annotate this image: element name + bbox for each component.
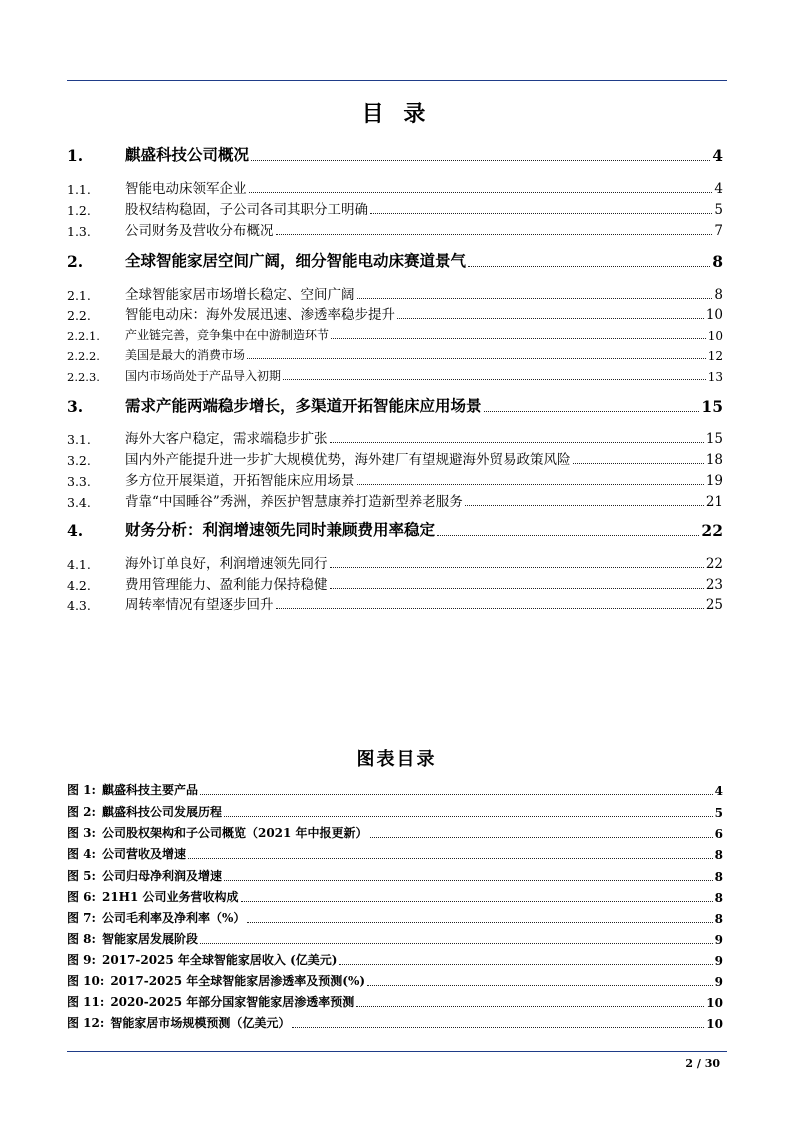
toc-entry-page: 25: [705, 597, 723, 613]
figure-entry-text: 公司营收及增速: [101, 847, 186, 861]
figure-entry-page: 9: [714, 954, 723, 968]
figure-entry-number: 图 3:: [67, 826, 96, 840]
page-indicator: 2 / 30: [685, 1057, 720, 1070]
toc-entry-text: 周转率情况有望逐步回升: [125, 597, 274, 613]
toc-entry-page: 12: [707, 349, 723, 363]
dot-leader: [357, 298, 713, 299]
figure-entry-page: 9: [714, 975, 723, 989]
toc-entry-2-2-1[interactable]: [67, 323, 723, 343]
figure-entry-text: 21H1 公司业务营收构成: [101, 890, 239, 904]
toc-entry-page: 15: [705, 431, 723, 447]
toc-entry-1-3[interactable]: [67, 219, 723, 239]
toc-entry-page: 13: [707, 370, 723, 384]
toc-entry-3[interactable]: [67, 396, 723, 416]
figure-entry-text: 2017-2025 年全球智能家居收入 (亿美元): [101, 953, 338, 967]
dot-leader: [397, 318, 704, 319]
figure-entry-number: 图 1:: [67, 783, 96, 797]
toc-entry-2-2-2[interactable]: [67, 343, 723, 363]
dot-leader: [200, 794, 713, 795]
figure-entry-11[interactable]: [67, 992, 723, 1010]
figure-entry-page: 8: [714, 848, 723, 862]
figure-entry-page: 8: [714, 912, 723, 926]
figure-entry-text: 智能家居市场规模预测（亿美元）: [110, 1016, 291, 1030]
dot-leader: [339, 964, 712, 965]
toc-entry-text: 海外大客户稳定，需求端稳步扩张: [125, 431, 328, 447]
figure-entry-page: 10: [706, 996, 723, 1010]
header-rule: [67, 80, 727, 81]
toc-entry-3-4[interactable]: [67, 490, 723, 510]
toc-entry-number: 4.2.: [67, 578, 91, 593]
toc-entry-page: 4: [712, 146, 723, 165]
toc-entry-text: 费用管理能力、盈利能力保持稳健: [125, 577, 328, 593]
figure-entry-2[interactable]: [67, 802, 723, 820]
toc-entry-number: 2.2.1.: [67, 329, 100, 343]
dot-leader: [200, 943, 713, 944]
toc-entry-page: 15: [701, 397, 723, 416]
toc-entry-page: 21: [705, 494, 723, 510]
toc-entry-page: 10: [705, 307, 723, 323]
figure-entry-12[interactable]: [67, 1013, 723, 1031]
toc-entry-3-1[interactable]: [67, 427, 723, 447]
toc-entry-number: 4.: [67, 521, 84, 540]
dot-leader: [484, 411, 700, 412]
figure-entry-page: 9: [714, 933, 723, 947]
toc-entry-page: 4: [714, 181, 723, 197]
dot-leader: [573, 463, 704, 464]
toc-entry-1-2[interactable]: [67, 198, 723, 218]
toc-entry-number: 4.1.: [67, 557, 91, 572]
toc-entry-4-1[interactable]: [67, 552, 723, 572]
dot-leader: [276, 234, 713, 235]
dot-leader: [437, 535, 699, 536]
figure-entry-8[interactable]: [67, 929, 723, 947]
figure-entry-page: 10: [706, 1017, 723, 1031]
dot-leader: [330, 588, 704, 589]
figure-entry-6[interactable]: [67, 887, 723, 905]
figure-entry-number: 图 11:: [67, 995, 105, 1009]
figure-entry-text: 公司股权架构和子公司概览（2021 年中报更新）: [101, 826, 368, 840]
toc-entry-text: 美国是最大的消费市场: [125, 348, 246, 362]
toc-entry-number: 3.4.: [67, 495, 91, 510]
toc-entry-2-1[interactable]: [67, 283, 723, 303]
figure-entry-text: 智能家居发展阶段: [101, 932, 198, 946]
dot-leader: [251, 160, 710, 161]
figure-entry-number: 图 8:: [67, 932, 96, 946]
toc-entry-number: 2.: [67, 252, 84, 271]
figure-entry-9[interactable]: [67, 950, 723, 968]
figure-entry-number: 图 2:: [67, 805, 96, 819]
dot-leader: [330, 567, 704, 568]
toc-entry-text: 公司财务及营收分布概况: [125, 223, 274, 239]
toc-entry-text: 海外订单良好，利润增速领先同行: [125, 556, 328, 572]
dot-leader: [330, 442, 704, 443]
toc-entry-1[interactable]: [67, 145, 723, 165]
toc-entry-4[interactable]: [67, 520, 723, 540]
figure-entry-4[interactable]: [67, 844, 723, 862]
toc-entry-number: 2.2.: [67, 308, 91, 323]
toc-entry-number: 3.3.: [67, 474, 91, 489]
toc-entry-page: 7: [714, 223, 723, 239]
toc-entry-page: 10: [707, 329, 723, 343]
toc-entry-text: 财务分析：利润增速领先同时兼顾费用率稳定: [125, 520, 436, 539]
dot-leader: [331, 338, 706, 339]
figure-entry-number: 图 5:: [67, 869, 96, 883]
toc-entry-text: 国内市场尚处于产品导入初期: [125, 369, 282, 383]
toc-entry-number: 3.2.: [67, 453, 91, 468]
toc-entry-text: 麒盛科技公司概况: [125, 145, 250, 164]
toc-entry-3-2[interactable]: [67, 448, 723, 468]
toc-entry-text: 多方位开展渠道，开拓智能床应用场景: [125, 473, 355, 489]
dot-leader: [370, 213, 712, 214]
figure-entry-page: 8: [714, 870, 723, 884]
toc-entry-2-2[interactable]: [67, 303, 723, 323]
dot-leader: [247, 358, 706, 359]
toc-entry-number: 2.2.3.: [67, 370, 100, 384]
figure-entry-number: 图 6:: [67, 890, 96, 904]
figure-entry-number: 图 7:: [67, 911, 96, 925]
figure-entry-3[interactable]: [67, 823, 723, 841]
toc-entry-page: 22: [705, 556, 723, 572]
toc-entry-3-3[interactable]: [67, 469, 723, 489]
toc-entry-page: 23: [705, 577, 723, 593]
figure-entry-text: 2020-2025 年部分国家智能家居渗透率预测: [110, 995, 355, 1009]
figure-entry-page: 8: [714, 891, 723, 905]
dot-leader: [224, 880, 713, 881]
toc-entry-number: 1.: [67, 146, 84, 165]
toc-entry-1-1[interactable]: [67, 177, 723, 197]
dot-leader: [465, 505, 704, 506]
toc-entry-page: 19: [705, 473, 723, 489]
toc-entry-text: 智能电动床：海外发展迅速、渗透率稳步提升: [125, 307, 395, 323]
toc-entry-number: 3.1.: [67, 432, 91, 447]
toc-entry-number: 2.2.2.: [67, 349, 100, 363]
figure-entry-page: 5: [714, 806, 723, 820]
dot-leader: [356, 1006, 704, 1007]
figure-entry-text: 2017-2025 年全球智能家居渗透率及预测(%): [110, 974, 366, 988]
dot-leader: [367, 985, 713, 986]
toc-entry-number: 4.3.: [67, 598, 91, 613]
footer-rule: [67, 1051, 727, 1052]
dot-leader: [292, 1027, 704, 1028]
dot-leader: [283, 379, 706, 380]
figure-entry-1[interactable]: [67, 780, 723, 798]
toc-entry-page: 18: [705, 452, 723, 468]
toc-entry-text: 智能电动床领军企业: [125, 181, 247, 197]
toc-entry-4-2[interactable]: [67, 573, 723, 593]
dot-leader: [249, 192, 713, 193]
dot-leader: [370, 837, 713, 838]
figure-entry-7[interactable]: [67, 908, 723, 926]
toc-entry-number: 1.1.: [67, 182, 91, 197]
dot-leader: [276, 608, 704, 609]
toc-entry-2[interactable]: [67, 251, 723, 271]
toc-title: 目 录: [361, 101, 432, 127]
toc-entry-text: 全球智能家居市场增长稳定、空间广阔: [125, 287, 355, 303]
dot-leader: [357, 484, 704, 485]
figure-entry-number: 图 9:: [67, 953, 96, 967]
toc-entry-4-3[interactable]: [67, 593, 723, 613]
figure-entry-number: 图 4:: [67, 847, 96, 861]
toc-entry-number: 3.: [67, 397, 84, 416]
figure-entry-text: 公司毛利率及净利率（%）: [101, 911, 246, 925]
figure-entry-10[interactable]: [67, 971, 723, 989]
figure-entry-number: 图 10:: [67, 974, 105, 988]
figure-entry-page: 4: [714, 784, 723, 798]
toc-entry-number: 1.2.: [67, 203, 91, 218]
toc-entry-number: 1.3.: [67, 224, 91, 239]
toc-entry-text: 股权结构稳固，子公司各司其职分工明确: [125, 202, 368, 218]
toc-entry-text: 全球智能家居空间广阔，细分智能电动床赛道景气: [125, 251, 467, 270]
toc-entry-page: 8: [712, 252, 723, 271]
toc-entry-number: 2.1.: [67, 288, 91, 303]
figure-entry-number: 图 12:: [67, 1016, 105, 1030]
figure-entry-text: 麒盛科技主要产品: [101, 783, 198, 797]
toc-entry-text: 国内外产能提升进一步扩大规模优势，海外建厂有望规避海外贸易政策风险: [125, 452, 571, 468]
figure-entry-5[interactable]: [67, 866, 723, 884]
figure-entry-text: 麒盛科技公司发展历程: [101, 805, 222, 819]
toc-entry-text: 背靠“中国睡谷”秀洲，养医护智慧康养打造新型养老服务: [125, 494, 463, 510]
dot-leader: [468, 266, 710, 267]
toc-entry-page: 22: [701, 521, 723, 540]
dot-leader: [247, 922, 712, 923]
dot-leader: [241, 901, 713, 902]
figure-list-title: 图表目录: [356, 749, 437, 770]
toc-entry-text: 产业链完善，竞争集中在中游制造环节: [125, 328, 330, 342]
dot-leader: [224, 816, 713, 817]
figure-entry-text: 公司归母净利润及增速: [101, 869, 222, 883]
toc-entry-page: 8: [714, 287, 723, 303]
figure-entry-page: 6: [714, 827, 723, 841]
toc-entry-text: 需求产能两端稳步增长，多渠道开拓智能床应用场景: [125, 396, 482, 415]
toc-entry-page: 5: [714, 202, 723, 218]
dot-leader: [188, 858, 713, 859]
toc-entry-2-2-3[interactable]: [67, 364, 723, 384]
